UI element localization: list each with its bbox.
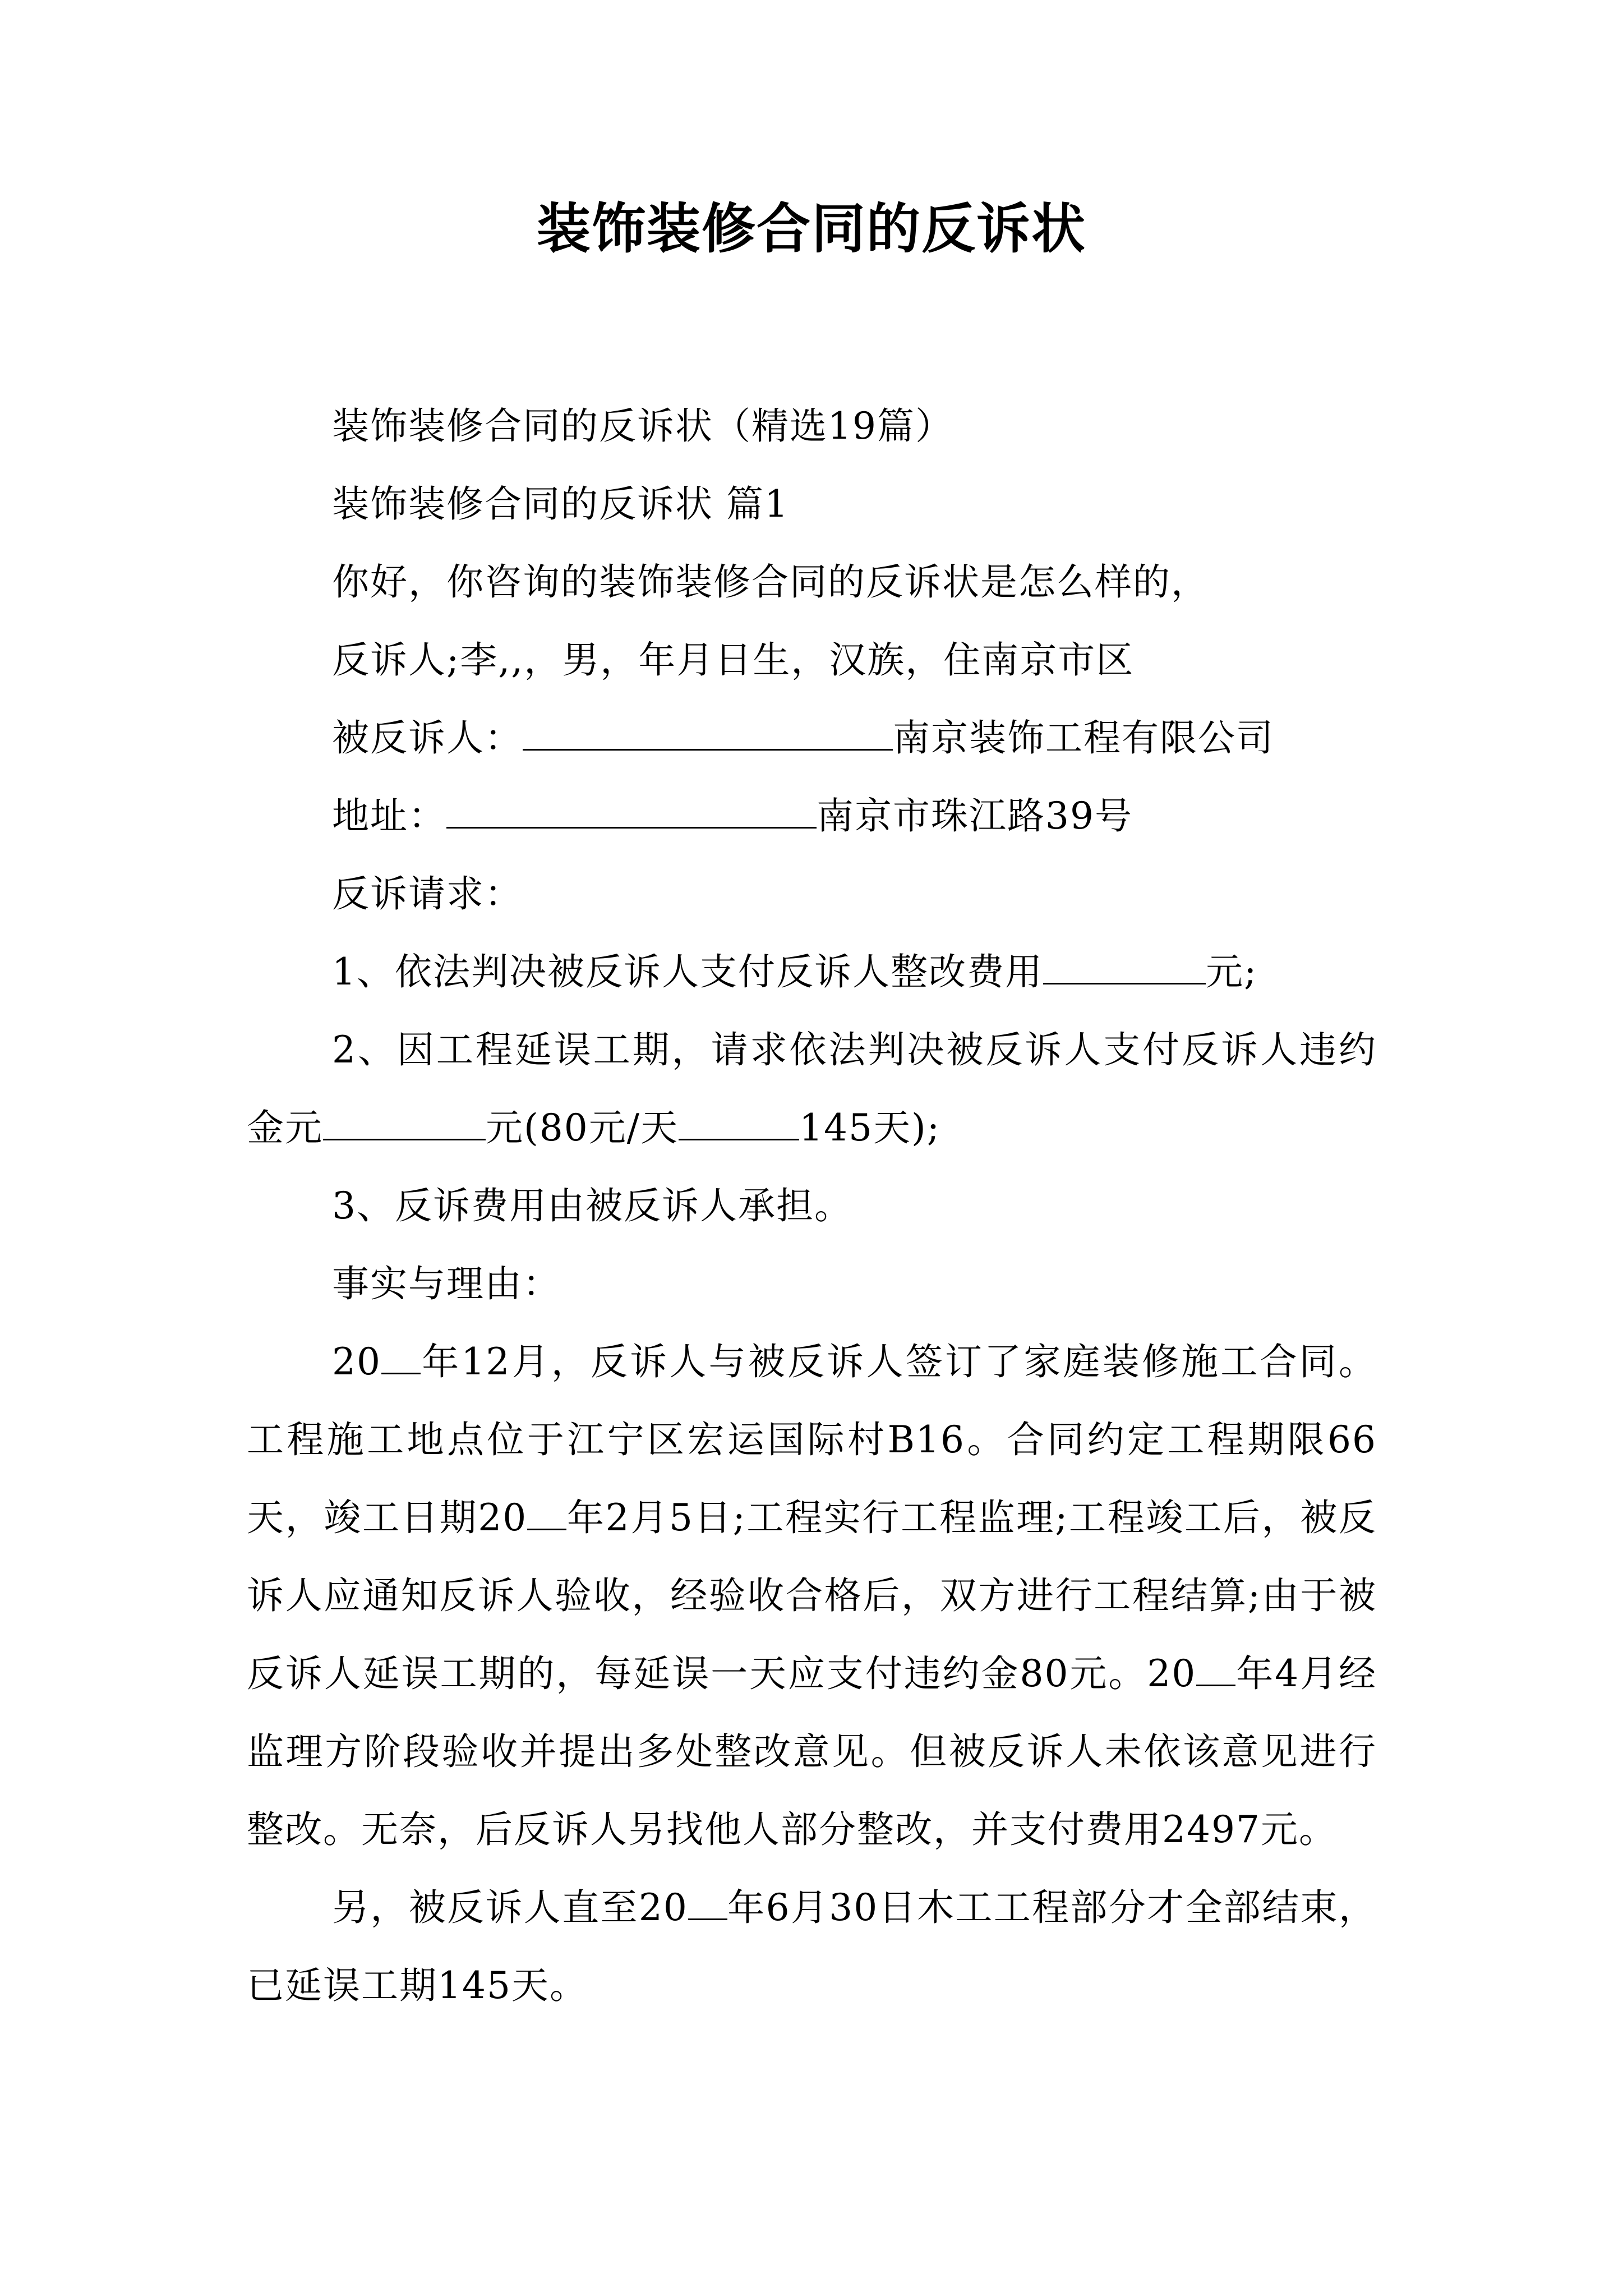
address-blank [446,794,817,829]
facts-paragraph-2 [247,1869,1377,2024]
facts-p1-text-3: 年4月经监理方阶段验收并提出多处整改意见。但被反诉人未依该意见进行整改。无奈，后反诉人另找他人部分整改，并支付费用2497元。 [247,1652,1377,1851]
claim-2-days: 145天); [799,1106,940,1149]
subtitle: 装饰装修合同的反诉状（精选19篇） [332,404,953,448]
respondent-blank [523,716,893,751]
claim-1 [247,933,1377,1011]
facts-p2-text-1: 另，被反诉人直至20 [332,1886,688,1929]
address-label: 地址： [332,794,446,838]
facts-p1-blank-1 [381,1340,421,1374]
facts-p2-blank [688,1886,727,1920]
claim-3: 3、反诉费用由被反诉人承担。 [332,1184,852,1227]
facts-paragraph-1 [247,1323,1377,1869]
claim-2-blank-days [679,1106,799,1140]
claim-2-blank-amount [323,1106,486,1140]
claim-1-unit: 元; [1206,950,1258,993]
claim-1-text: 1、依法判决被反诉人支付反诉人整改费用 [332,950,1043,993]
document-body [247,387,1377,2024]
claim-2-text: 2、因工程延误工期，请求依法判决被反诉人支付反诉人违约金元 [247,1028,1377,1149]
greeting: 你好，你咨询的装饰装修合同的反诉状是怎么样的， [332,560,1209,604]
facts-p1-year: 20 [332,1340,381,1383]
section-heading: 装饰装修合同的反诉状 篇1 [332,482,789,526]
counterclaimant-line: 反诉人;李,,，男，年月日生，汉族，住南京市区 [332,638,1135,682]
document-title: 装饰装修合同的反诉状 [537,197,1086,260]
facts-p1-blank-3 [1196,1652,1235,1686]
address-value: 南京市珠江路39号 [817,794,1133,838]
respondent-line [247,699,1377,777]
facts-heading: 事实与理由： [332,1262,561,1305]
respondent-label: 被反诉人： [332,716,523,760]
claim-2 [247,1011,1377,1167]
claim-2-rate: 元(80元/天 [486,1106,679,1149]
facts-p1-text-1: 年12月，反诉人与被反诉人签订了家庭装修施工合同。工程施工地点位于江宁区宏运国际村B16。合同约定工程期限66天，竣工日期20 [247,1340,1377,1539]
facts-p1-blank-2 [527,1496,566,1530]
facts-p1-text-2: 年2月5日;工程实行工程监理;工程竣工后，被反诉人应通知反诉人验收，经验收合格后，双方进行工程结算;由于被反诉人延误工期的，每延误一天应支付违约金80元。20 [247,1496,1377,1695]
claim-1-blank [1043,950,1206,984]
claims-heading: 反诉请求： [332,872,523,915]
respondent-value: 南京装饰工程有限公司 [893,716,1274,760]
address-line [247,777,1377,855]
facts-p2-text-2: 年6月30日木工工程部分才全部结束，已延误工期145天。 [247,1886,1377,2007]
